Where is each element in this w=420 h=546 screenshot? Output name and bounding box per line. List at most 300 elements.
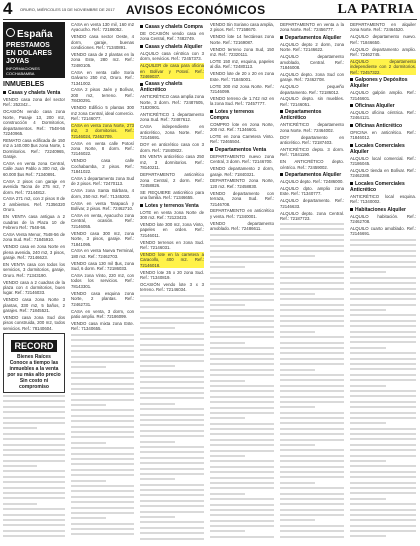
filler-line bbox=[140, 392, 204, 394]
filler-line bbox=[350, 482, 416, 484]
classified-ad: CASA en venta zona Central, Calle Juan Pablo a 300 m2, de 60.000 $us Ref.: 71340891. bbox=[3, 160, 65, 177]
filler-line bbox=[140, 484, 204, 486]
header-rule bbox=[3, 19, 417, 20]
classified-ad: COMPRO lote en zona Norte, 200 m2. Ref.: 71346601. bbox=[210, 121, 274, 133]
filler-line bbox=[71, 345, 134, 347]
filler-line bbox=[3, 514, 65, 516]
filler-line bbox=[71, 436, 134, 438]
category-heading bbox=[350, 143, 416, 155]
classified-ad: ALQUILO oficina céntrica. Ref.: 72464121. bbox=[350, 109, 416, 121]
filler-line bbox=[3, 417, 65, 419]
classified-ad: ALQUILO casa céntrica con 3 dorm, servicios. Ref.: 72457373. bbox=[140, 50, 204, 62]
filler-line bbox=[280, 298, 344, 300]
category-heading bbox=[210, 109, 274, 121]
filler-line bbox=[3, 460, 65, 462]
filler-line bbox=[350, 261, 416, 263]
filler-line bbox=[71, 463, 134, 465]
filler-line bbox=[280, 439, 344, 441]
filler-line bbox=[210, 288, 274, 290]
filler-line bbox=[71, 507, 134, 509]
filler-line bbox=[280, 336, 344, 338]
bullet-square-icon bbox=[280, 36, 283, 39]
filler-line bbox=[210, 401, 274, 403]
filler-line bbox=[280, 315, 344, 317]
filler-line bbox=[210, 466, 274, 468]
filler-line bbox=[140, 419, 204, 421]
filler-line bbox=[140, 457, 204, 459]
filler-line bbox=[350, 244, 416, 246]
filler-line bbox=[140, 468, 204, 470]
filler-line bbox=[210, 234, 274, 236]
filler-line bbox=[210, 423, 274, 425]
filler-line bbox=[350, 352, 416, 354]
filler-line bbox=[350, 417, 416, 419]
filler-line bbox=[210, 245, 274, 247]
filler-line bbox=[210, 256, 274, 258]
filler-line bbox=[71, 383, 134, 385]
filler-line bbox=[3, 444, 65, 446]
category-label: Oficinas Anticrético bbox=[355, 122, 403, 129]
filler-line bbox=[280, 255, 315, 257]
filler-line bbox=[140, 451, 204, 453]
filler-line bbox=[71, 447, 134, 449]
filler-line bbox=[280, 347, 344, 349]
filler-line bbox=[350, 255, 416, 257]
filler-line bbox=[350, 503, 416, 505]
category-label: Galpones y Depósitos Alquiler bbox=[350, 77, 408, 90]
filler-line bbox=[140, 441, 175, 443]
filler-line bbox=[210, 347, 274, 349]
ad-headline: JOYAS bbox=[6, 58, 30, 65]
filler-line bbox=[210, 412, 274, 414]
text-filler bbox=[210, 234, 274, 544]
espana-logo-icon bbox=[6, 28, 15, 37]
filler-line bbox=[140, 435, 204, 437]
filler-line bbox=[350, 530, 416, 532]
filler-line bbox=[350, 336, 416, 338]
category-label: Casas y chalets Compra bbox=[145, 24, 203, 30]
filler-line bbox=[210, 315, 274, 317]
filler-line bbox=[210, 493, 245, 495]
filler-line bbox=[210, 487, 274, 489]
filler-line bbox=[350, 358, 416, 360]
filler-line bbox=[210, 514, 274, 516]
classified-ad: VENDO terreno de 1.742 m2 en la zona Sud. Ref.: 72457777. bbox=[210, 95, 274, 107]
filler-line bbox=[350, 438, 416, 440]
ad-text: Conoce a tiempo las bbox=[9, 359, 59, 366]
filler-line bbox=[3, 470, 65, 472]
filler-line bbox=[210, 477, 274, 479]
filler-line bbox=[140, 414, 204, 416]
filler-line bbox=[280, 412, 344, 414]
classified-ad: DEPARTAMENTO zona Norte, 120 m2. Ref.: 72458830. bbox=[210, 178, 274, 189]
classified-ad: CASA en venta, Ayacucho zona Central, ocasión. Ref.: 72146055. bbox=[71, 213, 134, 229]
classified-ad: ALQUILO tienda en Bolívar. Ref.: 72462288. bbox=[350, 167, 416, 179]
filler-line bbox=[210, 299, 274, 301]
filler-line bbox=[280, 320, 344, 322]
filler-line bbox=[140, 376, 204, 378]
filler-line bbox=[71, 533, 134, 535]
classified-ad: VENDO casa esquina zona Norte, 2 plantas. Ref.: 72462731. bbox=[71, 290, 134, 307]
classified-ad: ANTICRÉTICO depto. 3 dorm. Ref.: 71841190. bbox=[280, 146, 344, 158]
filler-line bbox=[210, 482, 274, 484]
bullet-square-icon bbox=[140, 25, 143, 28]
filler-line bbox=[280, 390, 344, 392]
filler-line bbox=[210, 266, 245, 268]
filler-line bbox=[140, 494, 204, 496]
filler-line bbox=[280, 519, 315, 521]
filler-line bbox=[280, 331, 315, 333]
filler-line bbox=[280, 433, 344, 435]
classified-ad: ANTICRÉTICO local esquina. Ref.: 71340002. bbox=[350, 193, 416, 205]
filler-line bbox=[210, 358, 274, 360]
filler-line bbox=[350, 271, 386, 273]
filler-line bbox=[71, 404, 106, 406]
filler-line bbox=[280, 428, 344, 430]
filler-line bbox=[210, 320, 274, 322]
filler-line bbox=[3, 535, 65, 537]
bullet-square-icon bbox=[350, 104, 353, 107]
classified-ad: VENDO casa zona Norte 3 plantas, 330 m2, 5 baños, 2 garajes. Ref.: 71845521. bbox=[3, 297, 65, 314]
section-heading: INMUEBLES bbox=[3, 81, 45, 88]
section-title: AVISOS ECONÓMICOS bbox=[126, 3, 266, 17]
classified-ad: CASA independiente en anticrético, zona Norte. Ref.: 72145691. bbox=[140, 124, 204, 141]
classified-ad: ALQUILO depto. zona Central. Ref.: 72187723. bbox=[280, 210, 344, 221]
category-label: Oficinas Alquiler bbox=[355, 102, 395, 109]
filler-line bbox=[280, 401, 344, 403]
filler-line bbox=[71, 480, 106, 482]
filler-line bbox=[280, 342, 344, 344]
ad-text: INFORMACIONES bbox=[6, 66, 40, 71]
ad-brand: España bbox=[17, 29, 53, 40]
filler-line bbox=[3, 433, 65, 435]
filler-line bbox=[280, 385, 344, 387]
ad-text: COCHABAMBA bbox=[6, 71, 35, 76]
filler-line bbox=[210, 239, 274, 241]
classified-ad: ALQUILO departamento. Ref.: 72146633. bbox=[280, 198, 344, 209]
classified-ad: EN ANTICRÉTICO depto. céntrico. Ref.: 72459002. bbox=[280, 159, 344, 170]
filler-line bbox=[210, 471, 274, 473]
filler-line bbox=[210, 261, 274, 263]
filler-line bbox=[140, 521, 204, 523]
filler-line bbox=[280, 466, 344, 468]
filler-line bbox=[280, 272, 344, 274]
classified-ad: CASA 1 departamento zona Sud de 2 pisos. Ref.: 72470113. bbox=[71, 176, 134, 187]
filler-line bbox=[210, 336, 274, 338]
filler-line bbox=[280, 476, 344, 478]
classified-ad: CASA en venta 130 mil, 160 m2 Ayacucho. Ref.: 72186052. bbox=[71, 22, 134, 33]
filler-line bbox=[140, 333, 204, 335]
classified-ad: LOTE en venta zona Norte de 300 m2. Ref.: 72123423. bbox=[140, 209, 204, 221]
filler-line bbox=[210, 450, 274, 452]
classified-ad: DEPARTAMENTO en alquiler zona Norte. Ref.: 72464520. bbox=[350, 22, 416, 33]
filler-line bbox=[3, 438, 65, 440]
bullet-square-icon bbox=[350, 182, 353, 185]
filler-line bbox=[350, 492, 416, 494]
filler-line bbox=[280, 422, 344, 424]
filler-line bbox=[350, 239, 416, 241]
classified-ad: VENDO casa 300 m2, zona Norte, 3 pisos, garaje. Ref.: 71841095. bbox=[71, 230, 134, 247]
filler-line bbox=[350, 433, 416, 435]
filler-line bbox=[210, 293, 274, 295]
filler-line bbox=[71, 366, 106, 368]
filler-line bbox=[210, 439, 274, 441]
classified-ad: VENDO casa sector Oeste, 4 dorm, garaje, buenas condiciones. Ref.: 71340891. bbox=[71, 34, 134, 51]
classified-ad: VENDO Sin Soriano casa amplia, 2 pisos. Ref.: 77158670. bbox=[210, 22, 274, 33]
classified-ad: VENDO Edificio 5 plantas 300 m2 zona Central, ideal comercio. Ref.: 72146077. bbox=[71, 105, 134, 121]
category-heading bbox=[140, 24, 204, 30]
filler-line bbox=[3, 400, 65, 402]
classified-ad: EN VENTA anticrético casa 250 m2, 3 dormitorios. Ref.: 78140211. bbox=[140, 154, 204, 171]
filler-line bbox=[280, 406, 315, 408]
filler-line bbox=[350, 412, 416, 414]
filler-line bbox=[140, 360, 204, 362]
filler-line bbox=[350, 314, 416, 316]
filler-line bbox=[3, 481, 65, 483]
filler-line bbox=[71, 426, 134, 428]
bullet-square-icon bbox=[350, 78, 353, 81]
bullet-square-icon bbox=[210, 110, 213, 113]
filler-line bbox=[280, 234, 344, 236]
filler-line bbox=[210, 326, 274, 328]
classified-ad: VENDO casa de 2 plantas en la zona Este, 280 m2. Ref.: 72480105. bbox=[71, 52, 134, 68]
filler-line bbox=[210, 342, 245, 344]
filler-line bbox=[350, 347, 386, 349]
filler-line bbox=[280, 288, 344, 290]
classified-ad: VENDO casa en zona Norte en plena avenida, 240 m2, 3 pisos, garaje. Ref.: 72146623. bbox=[3, 244, 65, 260]
filler-line bbox=[350, 401, 416, 403]
filler-line bbox=[210, 283, 274, 285]
classified-ad: DEPARTAMENTO en venta a la zona Norte. Ref.: 72456777. bbox=[280, 22, 344, 33]
filler-line bbox=[350, 428, 416, 430]
filler-line bbox=[210, 530, 245, 532]
classified-ad: VENDO departamento 2 dorm, garaje. Ref.: 71840321. bbox=[210, 166, 274, 177]
filler-line bbox=[350, 422, 386, 424]
masthead: LA PATRIA bbox=[337, 2, 414, 17]
filler-line bbox=[280, 304, 344, 306]
filler-line bbox=[71, 469, 134, 471]
filler-line bbox=[140, 462, 204, 464]
filler-line bbox=[350, 309, 386, 311]
filler-line bbox=[210, 250, 274, 252]
classified-ad: CASA en venta, 3 dorm, con patio amplio. Ref.: 72186099. bbox=[71, 308, 134, 319]
filler-line bbox=[3, 497, 65, 499]
category-heading bbox=[350, 77, 416, 89]
classified-ad: ALQUILO departamento amoblado, Central. Ref.: 71846008. bbox=[280, 54, 344, 70]
filler-line bbox=[210, 304, 245, 306]
filler-line bbox=[210, 444, 274, 446]
filler-line bbox=[140, 532, 204, 534]
filler-line bbox=[280, 396, 344, 398]
filler-line bbox=[71, 339, 134, 341]
filler-line bbox=[210, 536, 274, 538]
filler-line bbox=[280, 487, 344, 489]
filler-line bbox=[350, 368, 416, 370]
filler-line bbox=[140, 489, 204, 491]
filler-line bbox=[3, 427, 37, 429]
filler-line bbox=[140, 500, 204, 502]
bullet-square-icon bbox=[140, 83, 143, 86]
filler-line bbox=[140, 311, 204, 313]
bullet-square-icon bbox=[350, 124, 353, 127]
filler-line bbox=[350, 465, 416, 467]
filler-line bbox=[280, 250, 344, 252]
filler-line bbox=[350, 385, 386, 387]
filler-line bbox=[140, 317, 204, 319]
category-heading bbox=[280, 172, 344, 178]
classified-ad: CASA en venta Nueva Terminal, 180 m2. Ref.: 72462703. bbox=[71, 248, 134, 259]
filler-line bbox=[140, 430, 204, 432]
filler-line bbox=[210, 363, 274, 365]
filler-line bbox=[280, 369, 315, 371]
ad-text: por su más alto precio bbox=[7, 371, 61, 378]
filler-line bbox=[140, 397, 204, 399]
bullet-square-icon bbox=[280, 110, 283, 113]
filler-line bbox=[71, 409, 134, 411]
filler-line bbox=[350, 460, 386, 462]
filler-line bbox=[280, 325, 344, 327]
filler-line bbox=[3, 411, 65, 413]
classified-ad: VENDO departamento con terraza, zona Sud. Ref.: 72146708. bbox=[210, 190, 274, 207]
filler-line bbox=[280, 379, 344, 381]
filler-line bbox=[140, 295, 204, 297]
filler-line bbox=[210, 504, 274, 506]
filler-line bbox=[140, 505, 204, 507]
page-header bbox=[0, 0, 420, 20]
category-heading bbox=[280, 109, 344, 121]
ad-text: inmuebles a la venta bbox=[9, 365, 59, 372]
classified-ad: LOTE en zona Carretera Vinto. Ref.: 72465504. bbox=[210, 134, 274, 145]
classified-ad: LOTE 300 m2 zona Norte. Ref.: 72146099. bbox=[210, 83, 274, 94]
category-label: Departamentos Alquiler bbox=[285, 34, 342, 41]
ad-text: Sin costo ni compromiso bbox=[18, 377, 49, 390]
filler-line bbox=[280, 460, 344, 462]
filler-line bbox=[71, 458, 134, 460]
filler-line bbox=[71, 350, 134, 352]
filler-line bbox=[350, 277, 416, 279]
column-1 bbox=[3, 22, 65, 544]
category-label: Departamentos Alquiler bbox=[285, 172, 342, 179]
filler-line bbox=[140, 354, 204, 356]
classified-ad: VENDO casa zona Sud dos pisos construida, 200 m2, todos servicios. Ref.: 78140604. bbox=[3, 315, 65, 331]
filler-line bbox=[350, 266, 416, 268]
filler-line bbox=[71, 523, 134, 525]
classified-ad: CASA zona Vinto, 220 m2, con todos los servicios. Ref.: 78143301. bbox=[71, 273, 134, 289]
classified-ad: ALQUILO depto. sin muebles. Ref.: 72146051. bbox=[280, 96, 344, 107]
filler-line bbox=[280, 444, 315, 446]
filler-line bbox=[140, 538, 204, 540]
filler-line bbox=[280, 277, 344, 279]
filler-line bbox=[140, 387, 204, 389]
filler-line bbox=[280, 266, 344, 268]
classified-ad: CASA zona Santa Bárbara, 4 dorm, 250 m2. Ref.: 71345202. bbox=[71, 188, 134, 199]
filler-line bbox=[350, 535, 386, 537]
classified-ad: DE OCASIÓN vendo casa en zona Central, Ref.: 7482749. bbox=[140, 31, 204, 42]
filler-line bbox=[350, 341, 416, 343]
classified-ad: ALQUILO pequeño departamento. Ref.: 72186012. bbox=[280, 84, 344, 95]
classified-ad: VENDO lote de 20 x 20 en zona Este. Ref.: 71845001. bbox=[210, 71, 274, 82]
classified-ad-highlighted: VENDO lote en la carretera a Caracollo, 400 m2. Ref.: 72146018. bbox=[140, 252, 204, 268]
filler-line bbox=[3, 406, 65, 408]
filler-line bbox=[140, 473, 204, 475]
classified-ad: ALQUILO dpto. amplio zona Este. Ref.: 71340777. bbox=[280, 185, 344, 197]
filler-line bbox=[3, 492, 65, 494]
classified-ad: ALQUILO galpón amplio. Ref.: 72146601. bbox=[350, 90, 416, 101]
filler-line bbox=[140, 511, 204, 513]
filler-line bbox=[350, 514, 416, 516]
classified-ad-highlighted: CASA en venta zona Norte, 273 m2, 3 dormitorios. Ref.: 72146024, 72462709. bbox=[71, 122, 134, 139]
filler-line bbox=[140, 344, 204, 346]
classified-ad-highlighted: ALQUILO departamento independiente con 2 dormitorios. Ref.: 72457322. bbox=[350, 58, 416, 75]
filler-line bbox=[3, 503, 37, 505]
classified-ad: CASA en venta calle Soria Galvarro 250 m2, Oruro. Ref.: 71341002. bbox=[71, 69, 134, 86]
filler-line bbox=[350, 498, 386, 500]
classified-ad: REMATO casa ediﬁcada de 150 m2 a 140.000 $us zona Norte, 1 Dormitorios. Ref.: 72240965, Garaje. bbox=[3, 137, 65, 160]
filler-line bbox=[350, 519, 416, 521]
category-label: Casas y chalets Anticrético bbox=[140, 81, 183, 94]
column-2 bbox=[71, 22, 134, 544]
text-filler bbox=[280, 223, 344, 544]
filler-line bbox=[280, 309, 344, 311]
filler-line bbox=[210, 407, 274, 409]
filler-line bbox=[210, 433, 274, 435]
filler-line bbox=[71, 501, 134, 503]
classified-ad: VENDO casa calle Cochabamba, 2 pisos. Ref.: 71841022. bbox=[71, 158, 134, 175]
ad-record bbox=[3, 333, 65, 393]
category-label: Lotes y terrenos Compra bbox=[210, 108, 254, 121]
text-filler bbox=[350, 239, 416, 544]
filler-line bbox=[140, 322, 204, 324]
classified-ad: CASA en venta Tarapacá y Bolívar, 2 pisos. Ref.: 72462710. bbox=[71, 200, 134, 212]
page-number: 4 bbox=[3, 0, 13, 18]
category-label: Locales Comerciales Anticrético bbox=[350, 180, 405, 193]
filler-line bbox=[71, 431, 134, 433]
filler-line bbox=[71, 356, 134, 358]
filler-line bbox=[210, 396, 274, 398]
filler-line bbox=[71, 512, 134, 514]
filler-line bbox=[350, 293, 416, 295]
classified-ad: ALQUILO habitación. Ref.: 72462708. bbox=[350, 213, 416, 224]
classified-ad: SE REQUIERE anticrético para una familia. Ref.: 71346655. bbox=[140, 189, 204, 201]
filler-line bbox=[140, 338, 204, 340]
filler-line bbox=[3, 454, 65, 456]
filler-line bbox=[71, 485, 134, 487]
filler-line bbox=[140, 349, 204, 351]
classified-ad: CASA 271 m2, con 2 pisos 8 de 2 ambientes. Ref. 71356320 Oruro. bbox=[3, 196, 65, 213]
category-label: Casas y chalets Alquiler bbox=[145, 43, 203, 50]
filler-line bbox=[280, 223, 344, 225]
filler-line bbox=[71, 496, 134, 498]
filler-line bbox=[350, 325, 416, 327]
filler-line bbox=[140, 478, 175, 480]
classified-ad: CASA en venta calle Potosí zona Norte, 8 dorm. Ref.: 72146022. bbox=[71, 140, 134, 157]
filler-line bbox=[280, 493, 344, 495]
classified-ad: OCASIÓN vendo lote 3 x 3 terreno. Ref.: 72146034. bbox=[140, 282, 204, 293]
filler-line bbox=[140, 516, 175, 518]
filler-line bbox=[350, 406, 416, 408]
filler-line bbox=[350, 487, 416, 489]
filler-line bbox=[280, 417, 344, 419]
filler-line bbox=[71, 415, 134, 417]
filler-line bbox=[140, 327, 175, 329]
filler-line bbox=[140, 306, 204, 308]
column-4 bbox=[210, 22, 274, 544]
bullet-square-icon bbox=[350, 208, 353, 211]
filler-line bbox=[3, 487, 65, 489]
filler-line bbox=[210, 390, 274, 392]
bullet-square-icon bbox=[3, 91, 6, 94]
filler-line bbox=[71, 388, 134, 390]
